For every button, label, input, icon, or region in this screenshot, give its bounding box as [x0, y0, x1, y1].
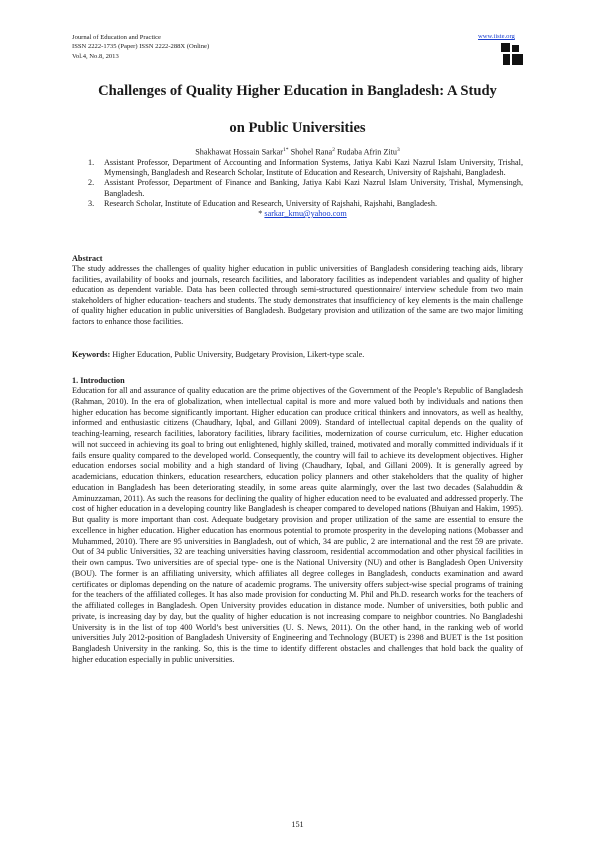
keywords-text: Higher Education, Public University, Budgetary Provision, Likert-type scale. [110, 350, 365, 359]
journal-website-link[interactable]: www.iiste.org [478, 33, 515, 40]
corresponding-email [72, 209, 523, 219]
journal-issn: ISSN 2222-1735 (Paper) ISSN 2222-288X (Online) [72, 43, 210, 51]
affiliation-number: 1. [88, 158, 95, 167]
keywords-label: Keywords: [72, 350, 111, 359]
affiliation-item [72, 158, 523, 178]
email-link[interactable]: sarkar_kmu@yahoo.com [264, 209, 347, 219]
author-2-mark: 2 [332, 147, 335, 153]
author-3: Rudaba Afrin Zitu [336, 147, 398, 157]
introduction-heading: 1. Introduction [72, 376, 125, 385]
affiliation-number: 2. [88, 178, 95, 188]
author-1-mark: 1* [283, 147, 289, 153]
journal-info [72, 33, 209, 61]
abstract-heading: Abstract [72, 254, 103, 263]
affiliation-text: Assistant Professor, Department of Accounting and Information Systems, Jatiya Kabi Kazi Nazrul Islam University, Trishal, Mymensingh, Bangladesh and Research Scholar, Institute of Education and Research, University of Rajshahi, Bangladesh. [104, 158, 523, 178]
email-marker: * [258, 209, 265, 219]
author-2: Shohel Rana [290, 147, 333, 157]
abstract-body: The study addresses the challenges of quality higher education in public universities of Bangladesh considering teaching aids, library facilities, availability of books and journals, research facilities, and laboratory facilities as independent variables and quality of higher education as dependent variable. Data has been collected through semi-structured questionnaire/ interview schedule from two main stakeholders of higher education- teachers and students. The study demonstrates that insufficiency of key elements is the main challenge of quality higher education in public universities of Bangladesh. Budgetary provision and utilization of the same are two major limiting factors to enhance those facilities. [72, 264, 523, 326]
affiliation-text: Research Scholar, Institute of Education and Research, University of Rajshahi, Rajshahi, Bangladesh. [104, 198, 437, 208]
iiste-logo-icon [501, 43, 523, 65]
author-3-mark: 3 [397, 147, 400, 153]
author-line [72, 147, 523, 157]
journal-name: Journal of Education and Practice [72, 34, 161, 41]
affiliation-list [72, 158, 523, 219]
page-number: 151 [291, 820, 304, 829]
journal-volume: Vol.4, No.8, 2013 [72, 52, 119, 60]
affiliation-text: Assistant Professor, Department of Finance and Banking, Jatiya Kabi Kazi Nazrul Islam University, Trishal, Mymensingh, Bangladesh. [104, 178, 523, 198]
paper-title-line-1: Challenges of Quality Higher Education in Bangladesh: A Study [98, 83, 497, 99]
affiliation-item [72, 178, 523, 198]
author-1: Shakhawat Hossain Sarkar [195, 147, 284, 157]
paper-title-line-2: on Public Universities [229, 120, 366, 136]
affiliation-item [72, 199, 523, 209]
introduction-body: Education for all and assurance of quality education are the prime objectives of the Government of the People’s Republic of Bangladesh (Rahman, 2010). In the era of globalization, when intellectual capital is more and more valued both by individuals and nations then higher education has become significantly important. Higher education can produce critical thinkers and innovators, as well as healthy, informed and enthusiastic citizens (Chaudhary, Iqbal, and Gillani 2009). Standard of intellectual capital depends on the quality of teaching-learning, research facilities, laboratory facilities, library facilities, modernization of course curriculum, etc. Higher education will not succeed in achieving its goal to bring out enlightened, highly skilled, trained, motivated and morally committed individuals if it fails ensure quality compared to the developed world. Consequently, the country will fail to achieve its development objectives. Higher education endorses social mobility and a high standard of living (Chaudhary, Iqbal, and Gillani 2009). It is generally agreed by academicians, education thinkers, education researchers, education policy planners and other stakeholders that the quality of higher education in Bangladesh has been deteriorating steadily, in some areas quite alarmingly, over the last two decades (Salahuddin & Aminuzzaman, 2011). As such the reasons for declining the quality of higher education need to be evaluated and addressed properly. The cost of higher education in a developing country like Bangladesh is cheaper compared to developed nations (Bhuiyan and Hakim, 1995). But quality is more important than cost. Adequate budgetary provision and proper utilization of the same are essential to ensure the excellence in higher education. Higher education has enormous potential to promote prosperity in the developing nations (Mobasser and Muhammed, 2010). There are 95 universities in Bangladesh, out of which, 34 are public, 2 are international and the rest 59 are private. Out of 34 public Universities, 32 are teaching universities having classroom, residential accommodation and other physical facilities in their own campus. Two universities are of special type- one is the National University (NU) and other is Bangladesh Open University (BOU). The former is an affiliating university, which affiliates all degree colleges in Bangladesh, conducts examination and award certificates or diplomas depending on the nature of academic programs. The university offers subject-wise special programs of training for the teachers of the affiliated colleges. It has also made provision for conducting M. Phil and Ph.D. research works for the teachers of the affiliated colleges in Bangladesh. Open University provides education in distance mode. Number of universities, both public and private, is increasing day by day, but the quality of higher education is not increasing compare to neighbor countries. No Bangladeshi University is in the list of top 400 World’s best universities (U. S. News, 2011). On the other hand, in the ranking web of world universities July 2012-position of Bangladesh University of Engineering and Technology (BUET) is 2398 and BUET is the 1st position Bangladesh University in the ranking. So, this is the time to identify different obstacles and challenges that hold back the quality of higher education especially in public universities. [72, 386, 523, 664]
keywords-line [72, 350, 523, 359]
affiliation-number: 3. [88, 198, 95, 208]
